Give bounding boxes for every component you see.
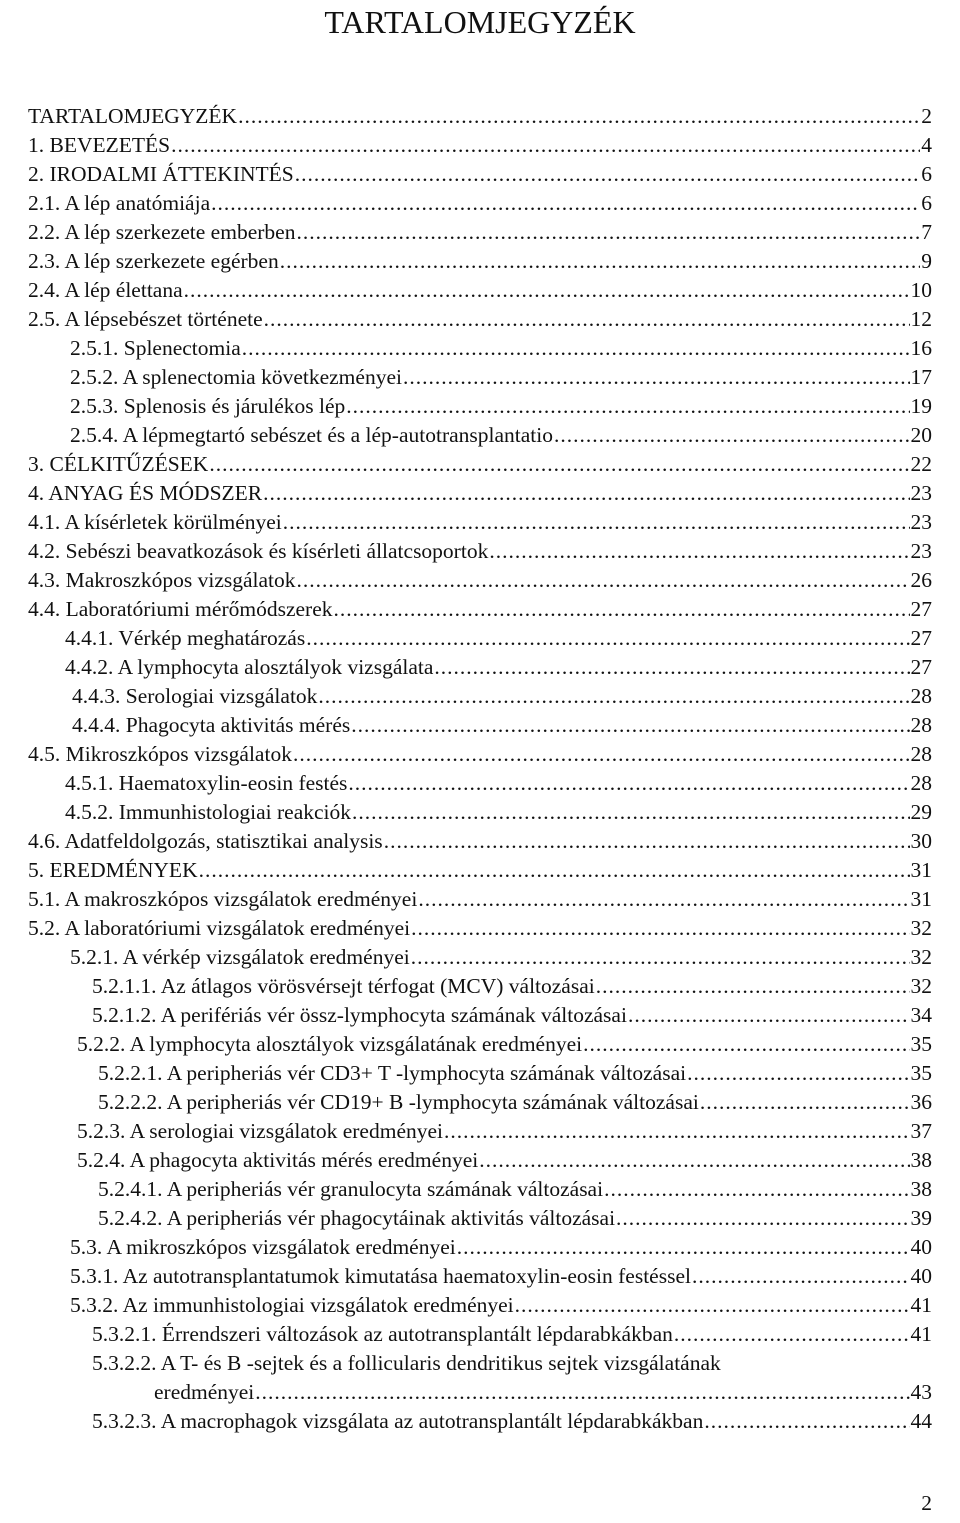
toc-entry <box>28 160 932 189</box>
toc-entry <box>28 305 932 334</box>
toc-entry <box>65 769 932 798</box>
toc-entry-label: 2.5.2. A splenectomia következményei <box>70 365 402 389</box>
toc-entry-label: 5.2.4. A phagocyta aktivitás mérés eredményei <box>77 1148 479 1172</box>
toc-entry <box>70 392 932 421</box>
toc-entry-page: 23 <box>910 539 932 563</box>
toc-leader-dots <box>704 1407 909 1436</box>
toc-entry <box>70 1262 932 1291</box>
toc-entry-label: 5.2.2.2. A peripheriás vér CD19+ B -lymphocyta számának változásai <box>98 1090 699 1114</box>
toc-entry <box>65 624 932 653</box>
toc-entry-page: 41 <box>910 1322 932 1346</box>
toc-leader-dots <box>283 508 910 537</box>
toc-entry-label: 4.4.2. A lymphocyta alosztályok vizsgálata <box>65 655 434 679</box>
toc-entry-label: 2.3. A lép szerkezete egérben <box>28 249 279 273</box>
toc-entry-label: 5.3.2. Az immunhistologiai vizsgálatok eredményei <box>70 1293 514 1317</box>
toc-entry <box>28 450 932 479</box>
toc-entry <box>28 856 932 885</box>
toc-entry-label: 2.5.3. Splenosis és járulékos lép <box>70 394 346 418</box>
toc-entry <box>70 334 932 363</box>
toc-entry-page: 40 <box>910 1264 932 1288</box>
toc-leader-dots <box>489 537 909 566</box>
toc-entry-page: 9 <box>921 249 932 273</box>
toc-entry-label: 5.3.2.2. A T- és B -sejtek és a follicularis dendritikus sejtek vizsgálatának <box>92 1351 721 1375</box>
toc-leader-dots <box>242 334 910 363</box>
toc-leader-dots <box>264 305 910 334</box>
toc-leader-dots <box>596 972 910 1001</box>
toc-entry-label: 5.3.2.1. Érrendszeri változások az autotransplantált lépdarabkákban <box>92 1322 673 1346</box>
toc-entry <box>98 1059 932 1088</box>
toc-entry-label: 5.2.1. A vérkép vizsgálatok eredményei <box>70 945 410 969</box>
toc-leader-dots <box>444 1117 909 1146</box>
page-title: TARTALOMJEGYZÉK <box>324 4 636 40</box>
toc-entry-page: 43 <box>910 1380 932 1404</box>
toc-entry <box>70 1291 932 1320</box>
toc-leader-dots <box>687 1059 909 1088</box>
toc-entry-label: 4.1. A kísérletek körülményei <box>28 510 282 534</box>
toc-entry-page: 28 <box>910 713 932 737</box>
page-number: 2 <box>921 1491 932 1515</box>
toc-entry <box>72 711 932 740</box>
toc-entry-label: 5.2.4.1. A peripheriás vér granulocyta számának változásai <box>98 1177 604 1201</box>
toc-leader-dots <box>434 653 909 682</box>
toc-entry <box>92 1349 721 1378</box>
toc-entry-page: 38 <box>910 1148 932 1172</box>
toc-leader-dots <box>554 421 909 450</box>
toc-entry-label: 2.1. A lép anatómiája <box>28 191 211 215</box>
toc-entry-page: 27 <box>910 626 932 650</box>
toc-leader-dots <box>318 682 909 711</box>
toc-leader-dots <box>334 595 910 624</box>
toc-entry <box>77 1146 932 1175</box>
toc-entry <box>28 508 932 537</box>
toc-entry-page: 17 <box>910 365 932 389</box>
toc-leader-dots <box>351 711 909 740</box>
toc-entry-label: 2.4. A lép élettana <box>28 278 183 302</box>
toc-leader-dots <box>674 1320 910 1349</box>
toc-leader-dots <box>293 740 910 769</box>
toc-entry-page: 6 <box>921 191 932 215</box>
toc-entry-label: 5.2.2.1. A peripheriás vér CD3+ T -lymphocyta számának változásai <box>98 1061 687 1085</box>
toc-entry <box>28 479 932 508</box>
toc-leader-dots <box>515 1291 910 1320</box>
toc-entry-page: 10 <box>910 278 932 302</box>
toc-entry-label: 2.5.4. A lépmegtartó sebészet és a lép-autotransplantatio <box>70 423 554 447</box>
toc-entry <box>92 1407 932 1436</box>
toc-entry-page: 7 <box>921 220 932 244</box>
toc-entry-page: 41 <box>910 1293 932 1317</box>
toc-entry <box>28 885 932 914</box>
toc-entry-page: 34 <box>910 1003 932 1027</box>
toc-entry-label: 2.2. A lép szerkezete emberben <box>28 220 296 244</box>
toc-entry-page: 28 <box>910 742 932 766</box>
toc-entry <box>92 972 932 1001</box>
toc-entry <box>28 247 932 276</box>
toc-entry-page: 16 <box>910 336 932 360</box>
toc-entry <box>70 943 932 972</box>
toc-entry <box>28 595 932 624</box>
toc-leader-dots <box>199 856 910 885</box>
toc-leader-dots <box>403 363 910 392</box>
toc-entry-label: 4.5. Mikroszkópos vizsgálatok <box>28 742 292 766</box>
toc-entry-page: 32 <box>910 974 932 998</box>
toc-entry-page: 35 <box>910 1061 932 1085</box>
toc-leader-dots <box>418 885 909 914</box>
toc-entry-label: 2.5. A lépsebészet története <box>28 307 263 331</box>
toc-leader-dots <box>700 1088 910 1117</box>
toc-entry <box>98 1088 932 1117</box>
toc-leader-dots <box>348 769 909 798</box>
toc-entry-page: 19 <box>910 394 932 418</box>
toc-entry-page: 20 <box>910 423 932 447</box>
toc-leader-dots <box>263 479 909 508</box>
toc-entry-label: 4.4.3. Serologiai vizsgálatok <box>72 684 318 708</box>
toc-leader-dots <box>352 798 909 827</box>
toc-entry <box>98 1204 932 1233</box>
toc-entry <box>65 798 932 827</box>
toc-leader-dots <box>411 914 909 943</box>
toc-entry-page: 32 <box>910 945 932 969</box>
toc-entry <box>92 1001 932 1030</box>
toc-entry-label: 5.2.1.2. A perifériás vér össz-lymphocyta számának változásai <box>92 1003 627 1027</box>
toc-entry-page: 36 <box>910 1090 932 1114</box>
toc-entry-label: eredményei <box>154 1380 255 1404</box>
toc-entry-page: 44 <box>910 1409 932 1433</box>
toc-entry <box>98 1175 932 1204</box>
toc-entry <box>92 1320 932 1349</box>
toc-entry-page: 30 <box>910 829 932 853</box>
toc-entry-page: 31 <box>910 858 932 882</box>
toc-entry-page: 38 <box>910 1177 932 1201</box>
toc-entry <box>77 1117 932 1146</box>
toc-entry <box>28 566 932 595</box>
toc-leader-dots <box>296 218 920 247</box>
toc-entry-page: 12 <box>910 307 932 331</box>
toc-entry-page: 27 <box>910 597 932 621</box>
toc-entry-page: 32 <box>910 916 932 940</box>
toc-entry <box>154 1378 932 1407</box>
toc-entry-page: 35 <box>910 1032 932 1056</box>
toc-leader-dots <box>280 247 921 276</box>
toc-entry-page: 23 <box>910 481 932 505</box>
toc-entry-label: 5.3.2.3. A macrophagok vizsgálata az autotransplantált lépdarabkákban <box>92 1409 704 1433</box>
toc-entry <box>77 1030 932 1059</box>
toc-leader-dots <box>238 102 920 131</box>
toc-leader-dots <box>479 1146 909 1175</box>
toc-entry-label: 5.2.1.1. Az átlagos vörösvérsejt térfogat (MCV) változásai <box>92 974 595 998</box>
toc-entry-page: 40 <box>910 1235 932 1259</box>
toc-entry-label: 4.4.1. Vérkép meghatározás <box>65 626 306 650</box>
toc-entry-label: 2.5.1. Splenectomia <box>70 336 241 360</box>
toc-leader-dots <box>384 827 910 856</box>
toc-entry-label: 4.5.2. Immunhistologiai reakciók <box>65 800 352 824</box>
toc-entry-label: 2. IRODALMI ÁTTEKINTÉS <box>28 162 294 186</box>
toc-leader-dots <box>583 1030 909 1059</box>
toc-entry-label: 3. CÉLKITŰZÉSEK <box>28 452 209 476</box>
toc-entry <box>72 682 932 711</box>
toc-entry <box>28 740 932 769</box>
toc-entry <box>28 914 932 943</box>
toc-entry-page: 31 <box>910 887 932 911</box>
toc-leader-dots <box>211 189 920 218</box>
toc-entry <box>28 131 932 160</box>
toc-entry-page: 23 <box>910 510 932 534</box>
toc-entry-label: TARTALOMJEGYZÉK <box>28 104 238 128</box>
toc-entry <box>28 537 932 566</box>
toc-entry <box>28 218 932 247</box>
toc-entry <box>70 363 932 392</box>
toc-leader-dots <box>604 1175 909 1204</box>
toc-entry-page: 4 <box>921 133 932 157</box>
toc-leader-dots <box>692 1262 910 1291</box>
toc-entry-page: 28 <box>910 771 932 795</box>
toc-entry-label: 5.3.1. Az autotransplantatumok kimutatása haematoxylin-eosin festéssel <box>70 1264 691 1288</box>
toc-leader-dots <box>306 624 909 653</box>
toc-leader-dots <box>255 1378 909 1407</box>
toc-entry <box>65 653 932 682</box>
toc-entry-label: 4.3. Makroszkópos vizsgálatok <box>28 568 296 592</box>
toc-entry <box>28 276 932 305</box>
toc-leader-dots <box>209 450 909 479</box>
toc-entry-label: 5.2. A laboratóriumi vizsgálatok eredményei <box>28 916 411 940</box>
toc-entry <box>28 102 932 131</box>
toc-leader-dots <box>628 1001 910 1030</box>
toc-entry-page: 2 <box>921 104 932 128</box>
toc-leader-dots <box>411 943 910 972</box>
toc-entry-page: 29 <box>910 800 932 824</box>
toc-entry-label: 4.4. Laboratóriumi mérőmódszerek <box>28 597 333 621</box>
toc-entry-page: 26 <box>910 568 932 592</box>
toc-leader-dots <box>457 1233 910 1262</box>
toc-entry-label: 5.2.2. A lymphocyta alosztályok vizsgálatának eredményei <box>77 1032 583 1056</box>
toc-entry <box>70 1233 932 1262</box>
toc-entry-label: 5.1. A makroszkópos vizsgálatok eredményei <box>28 887 418 911</box>
toc-entry-page: 6 <box>921 162 932 186</box>
toc-entry-label: 5.2.3. A serologiai vizsgálatok eredményei <box>77 1119 444 1143</box>
toc-entry-label: 5.3. A mikroszkópos vizsgálatok eredményei <box>70 1235 456 1259</box>
toc-entry-page: 28 <box>910 684 932 708</box>
toc-entry <box>28 189 932 218</box>
toc-entry-label: 5. EREDMÉNYEK <box>28 858 198 882</box>
toc-entry-page: 22 <box>910 452 932 476</box>
toc-leader-dots <box>616 1204 909 1233</box>
toc-entry-label: 5.2.4.2. A peripheriás vér phagocytáinak aktivitás változásai <box>98 1206 616 1230</box>
toc-entry-label: 4.5.1. Haematoxylin-eosin festés <box>65 771 348 795</box>
toc-entry-page: 39 <box>910 1206 932 1230</box>
toc-entry-page: 37 <box>910 1119 932 1143</box>
toc-leader-dots <box>297 566 910 595</box>
toc-leader-dots <box>184 276 910 305</box>
toc-leader-dots <box>171 131 920 160</box>
toc-entry-label: 4.2. Sebészi beavatkozások és kísérleti állatcsoportok <box>28 539 489 563</box>
toc-entry-page: 27 <box>910 655 932 679</box>
toc-leader-dots <box>295 160 921 189</box>
toc-entry-label: 4.6. Adatfeldolgozás, statisztikai analysis <box>28 829 383 853</box>
toc-entry-label: 1. BEVEZETÉS <box>28 133 171 157</box>
toc-leader-dots <box>346 392 909 421</box>
toc-entry <box>28 827 932 856</box>
toc-entry-label: 4.4.4. Phagocyta aktivitás mérés <box>72 713 351 737</box>
toc-entry <box>70 421 932 450</box>
toc-entry-label: 4. ANYAG ÉS MÓDSZER <box>28 481 263 505</box>
